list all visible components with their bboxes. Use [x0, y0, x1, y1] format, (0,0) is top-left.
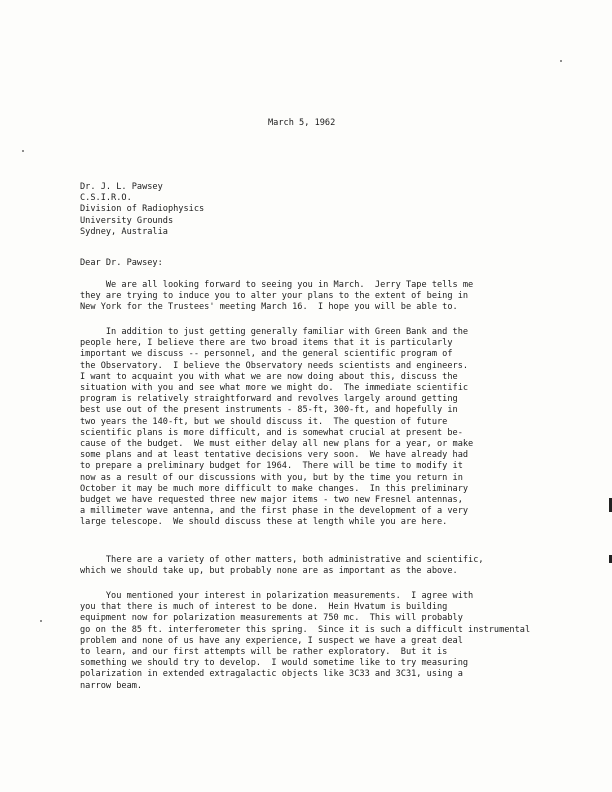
text-line: to prepare a preliminary budget for 1964. There will be time to modify it — [80, 461, 463, 472]
text-line: people here, I believe there are two broad items that it is particularly — [80, 338, 453, 349]
text-line: a millimeter wave antenna, and the first phase in the development of a very — [80, 506, 469, 517]
text-line: you that there is much of interest to be done. Hein Hvatum is building — [80, 602, 448, 613]
text-line: narrow beam. — [80, 680, 143, 691]
letter-date: March 5, 1962 — [268, 118, 336, 128]
recipient-address — [80, 182, 204, 238]
text-line: scientific plans is more difficult, and is somewhat crucial at present be- — [80, 427, 463, 438]
paragraph-4 — [80, 591, 550, 692]
text-line: problem and none of us have any experience, I suspect we have a great deal — [80, 635, 463, 646]
text-line: situation with you and see what more we might do. The immediate scientific — [80, 383, 469, 394]
text-line: You mentioned your interest in polarization measurements. I agree with — [80, 591, 474, 601]
text-line: equipment now for polarization measurements at 750 mc. This will probably — [80, 613, 463, 624]
text-line: New York for the Trustees' meeting March 16. I hope you will be able to. — [80, 302, 458, 313]
text-line: the Observatory. I believe the Observatory needs scientists and engineers. — [80, 360, 469, 371]
scan-speck — [560, 60, 562, 62]
text-line: some plans and at least tentative decisions very soon. We have already had — [80, 450, 469, 461]
text-line: We are all looking forward to seeing you in March. Jerry Tape tells me — [80, 280, 474, 290]
address-line: C.S.I.R.O. — [80, 193, 132, 204]
text-line: important we discuss -- personnel, and the general scientific program of — [80, 349, 453, 360]
text-line: budget we have requested three new major items - two new Fresnel antennas, — [80, 495, 463, 506]
text-line: which we should take up, but probably none are as important as the above. — [80, 566, 458, 577]
salutation: Dear Dr. Pawsey: — [80, 258, 163, 268]
text-line: October it may be much more difficult to make changes. In this preliminary — [80, 483, 469, 494]
text-line: polarization in extended extragalactic objects like 3C33 and 3C31, using a — [80, 669, 463, 680]
text-line: to learn, and our first attempts will be rather exploratory. But it is — [80, 647, 448, 658]
text-line: go on the 85 ft. interferometer this spring. Since it is such a difficult instrumental — [80, 624, 531, 635]
text-line: best use out of the present instruments - 85-ft, 300-ft, and hopefully in — [80, 405, 458, 416]
text-line: large telescope. We should discuss these at length while you are here. — [80, 517, 448, 528]
address-line: Sydney, Australia — [80, 226, 168, 237]
text-line: two years the 140-ft, but we should discuss it. The question of future — [80, 416, 448, 427]
scan-speck — [22, 150, 24, 152]
scan-speck — [40, 620, 42, 622]
text-line: I want to acquaint you with what we are now doing about this, discuss the — [80, 371, 458, 382]
address-line: Dr. J. L. Pawsey — [80, 182, 163, 192]
address-line: Division of Radiophysics — [80, 204, 205, 215]
paragraph-2 — [80, 327, 550, 529]
text-line: There are a variety of other matters, both administrative and scientific, — [80, 555, 484, 565]
text-line: they are trying to induce you to alter your plans to the extent of being in — [80, 291, 469, 302]
text-line: something we should try to develop. I would sometime like to try measuring — [80, 658, 469, 669]
paragraph-1 — [80, 280, 550, 314]
text-line: In addition to just getting generally familiar with Green Bank and the — [80, 327, 469, 337]
address-line: University Grounds — [80, 215, 174, 226]
text-line: program is relatively straightforward and revolves largely around getting — [80, 394, 458, 405]
text-line: cause of the budget. We must either delay all new plans for a year, or make — [80, 439, 474, 450]
text-line: now as a result of our discussions with you, but by the time you return in — [80, 472, 463, 483]
paragraph-3 — [80, 555, 550, 577]
